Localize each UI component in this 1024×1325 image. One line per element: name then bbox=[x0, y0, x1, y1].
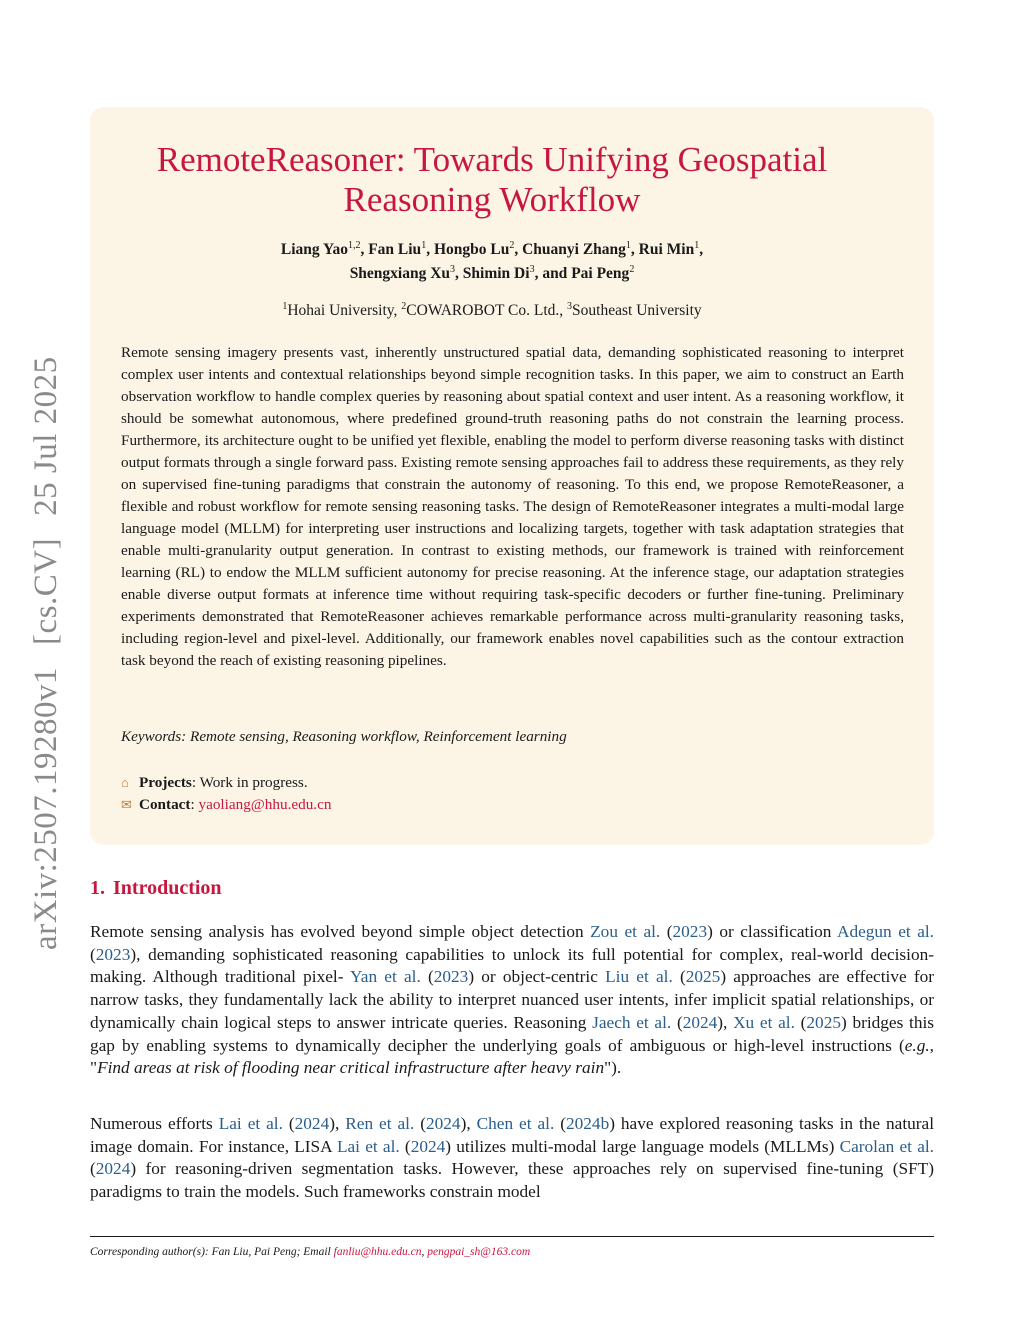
affiliation: COWAROBOT Co. Ltd. bbox=[406, 302, 560, 319]
citation-link[interactable]: Lai et al. bbox=[336, 1136, 400, 1156]
citation-link[interactable]: Adegun et al. bbox=[836, 922, 934, 941]
paragraph-text: ), demanding sophisticated reasoning capabilities to unlock its full potential for complex, real-world decision-making. Although traditional pixel- bbox=[90, 944, 934, 987]
arxiv-id[interactable]: arXiv:2507.19280v1 bbox=[28, 666, 64, 950]
citation-link[interactable]: Liu et al. bbox=[605, 967, 673, 987]
title-line-2: Reasoning Workflow bbox=[343, 180, 641, 219]
author-name: Shimin Di bbox=[462, 265, 530, 282]
author-name: Liang Yao bbox=[280, 241, 348, 258]
house-icon: ⌂ bbox=[121, 775, 129, 790]
paragraph-text: Numerous efforts bbox=[90, 1114, 219, 1133]
section-number: 1. bbox=[90, 877, 105, 899]
citation-link[interactable]: 2025 bbox=[806, 1012, 841, 1032]
paragraph-text: ( bbox=[90, 1159, 96, 1179]
footnote-rule bbox=[90, 1236, 934, 1237]
author-line-2 bbox=[90, 262, 894, 286]
intro-paragraph-1 bbox=[90, 921, 934, 1080]
contact-separator: : bbox=[190, 796, 199, 813]
author-affiliation-mark: 3 bbox=[529, 264, 535, 275]
author-name: Hongbo Lu bbox=[433, 241, 510, 258]
author-affiliation-mark: 1 bbox=[421, 240, 427, 251]
paragraph-text: ( bbox=[660, 922, 673, 941]
paragraph-text: ( bbox=[671, 1012, 683, 1032]
author-affiliation-mark: 3 bbox=[450, 264, 456, 275]
affiliations bbox=[90, 299, 894, 323]
citation-link[interactable]: Chen et al. bbox=[476, 1114, 555, 1133]
paragraph-text: ( bbox=[554, 1114, 566, 1133]
affiliation: Hohai University bbox=[287, 302, 394, 319]
projects-text: : Work in progress. bbox=[191, 774, 308, 791]
author-separator: , bbox=[455, 265, 463, 282]
paragraph-text: Remote sensing analysis has evolved beyond simple object detection bbox=[90, 922, 591, 941]
footnote-separator: , bbox=[421, 1246, 428, 1258]
affiliation-mark: 2 bbox=[401, 301, 407, 312]
paragraph-text: Find areas at risk of flooding near critical infrastructure after heavy rain bbox=[97, 1058, 605, 1078]
author-name: Pai Peng bbox=[571, 265, 630, 282]
author-affiliation-mark: 1 bbox=[694, 240, 700, 251]
author-separator: , bbox=[630, 241, 639, 258]
author-line-1 bbox=[90, 238, 894, 262]
author-separator: , bbox=[360, 241, 369, 258]
citation-link[interactable]: Ren et al. bbox=[345, 1114, 415, 1133]
paragraph-text: , " bbox=[90, 1035, 934, 1078]
arxiv-identifier bbox=[24, 356, 68, 950]
paragraph-text: ( bbox=[420, 967, 434, 987]
arxiv-date: 25 Jul 2025 bbox=[28, 356, 64, 516]
author-affiliation-mark: 1 bbox=[625, 240, 631, 251]
citation-link[interactable]: Yan et al. bbox=[350, 967, 421, 987]
footnote-email-link[interactable]: fanliu@hhu.edu.cn bbox=[333, 1246, 422, 1258]
affiliation-mark: 3 bbox=[567, 301, 573, 312]
title-line-1: RemoteReasoner: Towards Unifying Geospatial bbox=[156, 140, 828, 179]
affiliation-separator: , bbox=[559, 302, 568, 319]
author-name: Chuanyi Zhang bbox=[522, 241, 626, 258]
arxiv-category: [cs.CV] bbox=[28, 537, 64, 645]
abstract-text: Remote sensing imagery presents vast, inherently unstructured spatial data, demanding sophisticated reasoning to interpret complex user intents and contextual relationships beyond simple recognition tasks. In this paper, we aim to construct an Earth observation workflow to handle complex queries by reasoning about spatial context and user intent. As a reasoning workflow, it should be somewhat autonomous, where predefined ground-truth reasoning paths do not constrain the learning process. Furthermore, its architecture ought to be unified yet flexible, enabling the model to perform diverse reasoning tasks with distinct output formats through a single forward pass. Existing remote sensing approaches fail to address these requirements, as they rely on supervised fine-tuning paradigms that constrain the autonomy of reasoning. To this end, we propose RemoteReasoner, a flexible and robust workflow for remote sensing reasoning tasks. The design of RemoteReasoner integrates a multi-modal large language model (MLLM) for interpreting user instructions and localizing targets, together with task adaptation strategies that enable multi-granularity output generation. In contrast to existing methods, our framework is trained with reinforcement learning (RL) to endow the MLLM sufficient autonomy for precise reasoning. At the inference stage, our adaptation strategies enable diverse output formats at inference time without requiring task-specific decoders or further fine-tuning. Preliminary experiments demonstrated that RemoteReasoner achieves remarkable performance across multi-granularity reasoning tasks, including region-level and pixel-level. Additionally, our framework enables novel capabilities such as the contour extraction task beyond the reach of existing reasoning pipelines. bbox=[121, 344, 904, 669]
paragraph-text: ), bbox=[460, 1114, 477, 1133]
section-title: Introduction bbox=[113, 877, 222, 899]
projects-label: Projects bbox=[139, 774, 192, 791]
paragraph-text: "). bbox=[604, 1058, 622, 1078]
paragraph-text: ( bbox=[794, 1012, 807, 1032]
projects-line bbox=[121, 772, 904, 794]
paragraph-text: ), bbox=[329, 1114, 346, 1133]
author-affiliation-mark: 2 bbox=[629, 264, 635, 275]
paragraph-text: e.g. bbox=[904, 1035, 930, 1055]
paragraph-text: ) have explored reasoning tasks in the natural image domain. For instance, LISA bbox=[90, 1114, 935, 1156]
citation-link[interactable]: 2024 bbox=[95, 1159, 131, 1179]
paragraph-text: ( bbox=[414, 1114, 426, 1133]
paragraph-text: ) utilizes multi-modal large language models (MLLMs) bbox=[445, 1136, 840, 1156]
paper-title bbox=[90, 140, 894, 220]
author-name: Fan Liu bbox=[368, 241, 422, 258]
citation-link[interactable]: Xu et al. bbox=[733, 1012, 795, 1032]
paragraph-text: ) bridges this gap by enabling systems to dynamically decipher the underlying goals of ambiguous or high-level instructions ( bbox=[90, 1012, 935, 1055]
paragraph-text: ) approaches are effective for narrow tasks, they fundamentally lack the ability to interpret nuanced user intents, infer implicit spatial relationships, or dynamically chain logical steps to answer intricate queries. Reasoning bbox=[90, 967, 934, 1032]
author-affiliation-mark: 2 bbox=[509, 240, 515, 251]
affiliation-mark: 1 bbox=[282, 301, 288, 312]
citation-link[interactable]: 2024 bbox=[682, 1012, 718, 1032]
citation-link[interactable]: 2024 bbox=[410, 1136, 446, 1156]
corresponding-author-footnote bbox=[90, 1244, 934, 1260]
contact-line bbox=[121, 794, 904, 816]
paragraph-text: ( bbox=[282, 1114, 295, 1133]
paragraph-text: ) or object-centric bbox=[468, 967, 606, 987]
citation-link[interactable]: 2024 bbox=[426, 1114, 461, 1133]
citation-link[interactable]: 2024b bbox=[566, 1114, 610, 1133]
author-separator: , bbox=[426, 241, 434, 258]
paragraph-text: ( bbox=[672, 967, 686, 987]
paragraph-text: ) or classification bbox=[707, 922, 837, 941]
citation-link[interactable]: Zou et al. bbox=[590, 922, 661, 941]
author-name: Shengxiang Xu bbox=[349, 265, 451, 282]
affiliation: Southeast University bbox=[572, 302, 702, 319]
footnote-text: Corresponding author(s): Fan Liu, Pai Peng; Email bbox=[90, 1246, 334, 1258]
paragraph-text: ( bbox=[399, 1136, 411, 1156]
envelope-icon: ✉ bbox=[121, 797, 132, 812]
author-name: Rui Min bbox=[638, 241, 695, 258]
citation-link[interactable]: 2023 bbox=[95, 944, 131, 964]
author-separator: , bbox=[699, 241, 704, 258]
citation-link[interactable]: 2025 bbox=[685, 967, 721, 987]
citation-link[interactable]: 2024 bbox=[294, 1114, 330, 1133]
contact-email-link[interactable]: yaoliang@hhu.edu.cn bbox=[198, 796, 332, 813]
contact-label: Contact bbox=[139, 796, 191, 813]
keywords: Keywords: Remote sensing, Reasoning workflow, Reinforcement learning bbox=[121, 728, 567, 745]
author-separator: , bbox=[514, 241, 523, 258]
footnote-email-link[interactable]: pengpai_sh@163.com bbox=[427, 1246, 531, 1258]
paragraph-text: ), bbox=[717, 1012, 734, 1032]
citation-link[interactable]: Carolan et al. bbox=[839, 1136, 935, 1156]
citation-link[interactable]: Lai et al. bbox=[218, 1114, 283, 1133]
author-list bbox=[90, 238, 894, 286]
citation-link[interactable]: 2023 bbox=[672, 922, 708, 941]
paragraph-text: ( bbox=[90, 944, 96, 964]
citation-link[interactable]: 2023 bbox=[433, 967, 469, 987]
citation-link[interactable]: Jaech et al. bbox=[592, 1012, 672, 1032]
author-affiliation-mark: 1,2 bbox=[347, 240, 361, 251]
section-heading-introduction bbox=[90, 874, 222, 902]
intro-paragraph-2 bbox=[90, 1113, 934, 1204]
paragraph-text: ) for reasoning-driven segmentation tasks. However, these approaches rely on supervised fine-tuning (SFT) paradigms to train the models. Such frameworks constrain model bbox=[90, 1159, 934, 1202]
author-separator: , and bbox=[534, 265, 572, 282]
affiliation-separator: , bbox=[393, 302, 402, 319]
